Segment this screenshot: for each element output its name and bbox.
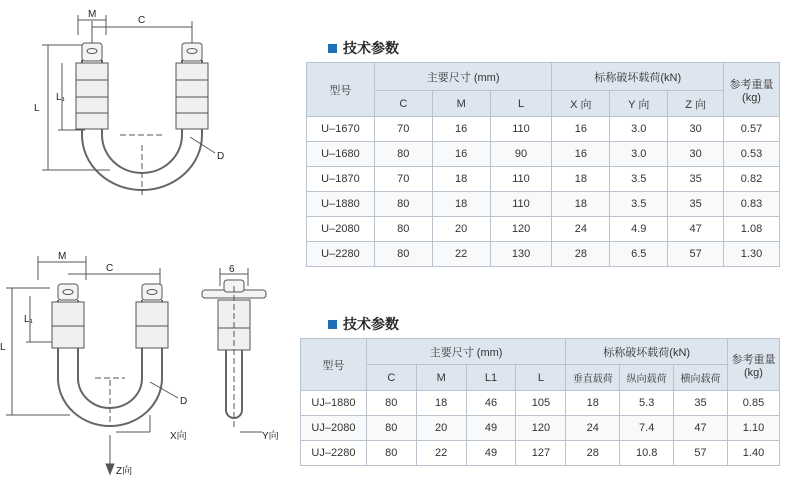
cell: 57 [668,242,724,267]
cell: 70 [374,167,432,192]
cell: 80 [366,391,416,416]
cell: UJ–1880 [301,391,367,416]
cell: 35 [668,192,724,217]
cell: 80 [366,416,416,441]
group-dims: 主要尺寸 (mm) [374,63,552,91]
y-direction-label: Y向 [262,431,279,442]
cell: 57 [674,441,728,466]
x-direction-label: X向 [170,431,187,442]
cell: 80 [374,242,432,267]
cell: 24 [566,416,620,441]
cell: 0.53 [724,142,780,167]
cell: 16 [432,142,490,167]
uj-bolt-drawing-bottom [0,250,290,489]
group-load: 标称破坏载荷(kN) [552,63,724,91]
cell: 49 [466,441,516,466]
dim-label-l1-2: L₁ [24,314,33,325]
subcol: L [516,365,566,391]
subcol: M [416,365,466,391]
cell: 49 [466,416,516,441]
dim-label-six: 6 [229,264,235,275]
cell: 18 [432,167,490,192]
cell: U–1670 [307,117,375,142]
dim-label-d: D [217,151,225,162]
cell: 3.0 [610,117,668,142]
dim-label-l: L [34,103,40,114]
cell: 110 [490,167,552,192]
cell: 105 [516,391,566,416]
cell: 46 [466,391,516,416]
spec-table-2 [300,338,780,466]
cell: 7.4 [620,416,674,441]
u-bolt-drawing-top [30,5,250,205]
subcol: 横向载荷 [674,365,728,391]
cell: 0.57 [724,117,780,142]
dim-label-d-2: D [180,396,188,407]
cell: 130 [490,242,552,267]
cell: 18 [566,391,620,416]
cell: 120 [516,416,566,441]
cell: 80 [374,217,432,242]
subcol: Y 向 [610,91,668,117]
spec-table-1 [306,62,780,267]
cell: 18 [432,192,490,217]
col-model: 型号 [307,63,375,117]
cell: U–1870 [307,167,375,192]
cell: 22 [432,242,490,267]
cell: 4.9 [610,217,668,242]
cell: 35 [674,391,728,416]
cell: 30 [668,117,724,142]
section-title-1 [328,38,399,58]
cell: 6.5 [610,242,668,267]
square-bullet-icon [328,44,337,53]
cell: 1.08 [724,217,780,242]
cell: 47 [674,416,728,441]
subcol: C [366,365,416,391]
cell: 24 [552,217,610,242]
table-row [307,142,780,167]
dim-label-c-2: C [106,263,114,274]
cell: 10.8 [620,441,674,466]
cell: 80 [366,441,416,466]
subcol: 垂直载荷 [566,365,620,391]
section-title-text: 技术参数 [343,316,399,332]
col-weight: 参考重量 (kg) [727,339,779,391]
subcol: L [490,91,552,117]
cell: 3.5 [610,167,668,192]
cell: 110 [490,117,552,142]
table-row [301,391,780,416]
subcol: M [432,91,490,117]
dim-label-l1: L₁ [56,92,65,103]
table-row [307,217,780,242]
cell: 5.3 [620,391,674,416]
cell: 35 [668,167,724,192]
cell: 16 [432,117,490,142]
square-bullet-icon [328,320,337,329]
cell: 80 [374,192,432,217]
group-load: 标称破坏载荷(kN) [566,339,728,365]
table-row [307,167,780,192]
z-direction-label: Z向 [116,466,133,477]
table-row [307,117,780,142]
cell: U–2280 [307,242,375,267]
cell: U–1880 [307,192,375,217]
cell: 16 [552,117,610,142]
cell: 0.83 [724,192,780,217]
section-title-text: 技术参数 [343,40,399,56]
cell: 18 [552,192,610,217]
cell: 0.82 [724,167,780,192]
cell: 80 [374,142,432,167]
cell: 0.85 [727,391,779,416]
cell: UJ–2280 [301,441,367,466]
dim-label-m-2: M [58,251,67,262]
cell: 22 [416,441,466,466]
table-row [307,242,780,267]
cell: U–1680 [307,142,375,167]
cell: 18 [552,167,610,192]
cell: 110 [490,192,552,217]
cell: U–2080 [307,217,375,242]
cell: 127 [516,441,566,466]
cell: 20 [416,416,466,441]
cell: 3.0 [610,142,668,167]
dim-label-l-2: L [0,342,6,353]
dim-label-c: C [138,15,146,26]
cell: 30 [668,142,724,167]
table-row [301,416,780,441]
table-row [301,441,780,466]
cell: 16 [552,142,610,167]
cell: 120 [490,217,552,242]
dim-label-m: M [88,9,97,20]
group-dims: 主要尺寸 (mm) [366,339,566,365]
cell: 28 [552,242,610,267]
cell: 1.10 [727,416,779,441]
section-title-2 [328,314,399,334]
subcol: X 向 [552,91,610,117]
cell: UJ–2080 [301,416,367,441]
cell: 20 [432,217,490,242]
subcol: C [374,91,432,117]
cell: 28 [566,441,620,466]
cell: 3.5 [610,192,668,217]
cell: 47 [668,217,724,242]
subcol: 纵向载荷 [620,365,674,391]
subcol: L1 [466,365,516,391]
subcol: Z 向 [668,91,724,117]
col-weight: 参考重量 (kg) [724,63,780,117]
cell: 70 [374,117,432,142]
col-model: 型号 [301,339,367,391]
cell: 1.30 [724,242,780,267]
cell: 90 [490,142,552,167]
table-row [307,192,780,217]
cell: 1.40 [727,441,779,466]
cell: 18 [416,391,466,416]
